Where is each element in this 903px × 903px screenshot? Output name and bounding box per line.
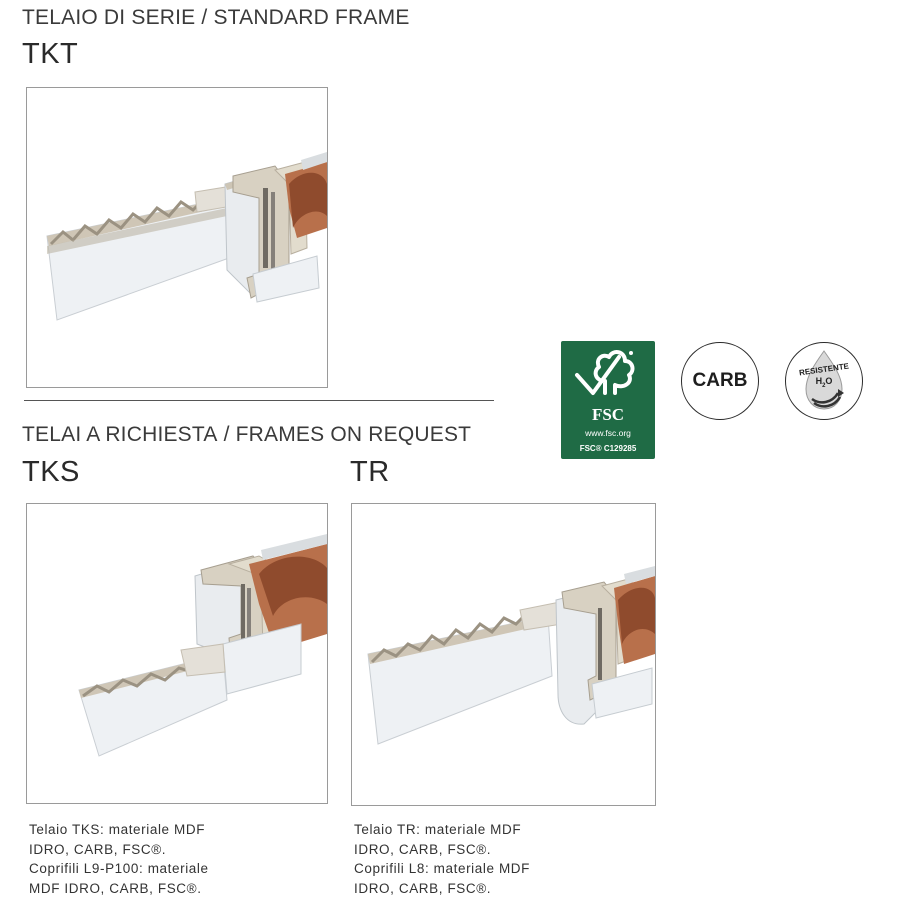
fsc-code: FSC® C129285	[579, 444, 637, 453]
fsc-label: FSC	[591, 405, 625, 424]
caption-line: MDF IDRO, CARB, FSC®.	[29, 880, 202, 896]
caption-line: IDRO, CARB, FSC®.	[354, 880, 492, 896]
carb-label: CARB	[692, 370, 748, 391]
tks-caption	[29, 820, 209, 898]
caption-line: IDRO, CARB, FSC®.	[29, 841, 167, 857]
standard-title-it: TELAIO DI SERIE	[22, 6, 196, 29]
tr-frame-image	[351, 503, 656, 806]
formula-o: O	[825, 376, 833, 386]
caption-line: Coprifili L9-P100: materiale	[29, 861, 209, 876]
water-label: RESISTENTE	[798, 361, 850, 378]
caption-line: Telaio TR: materiale MDF	[354, 822, 522, 837]
tks-frame-image	[26, 503, 328, 804]
tr-caption	[354, 820, 530, 898]
title-separator: /	[223, 423, 230, 446]
title-separator: /	[201, 6, 208, 29]
request-frames-heading	[22, 423, 471, 447]
tkt-code: TKT	[22, 38, 79, 70]
standard-frame-heading	[22, 6, 410, 30]
fsc-badge	[561, 341, 655, 459]
tks-code: TKS	[22, 456, 80, 488]
request-title-it: TELAI A RICHIESTA	[22, 423, 218, 446]
fsc-url: www.fsc.org	[585, 428, 631, 438]
fsc-tree-logo-icon	[561, 341, 655, 407]
formula-h: H	[815, 376, 823, 386]
formula-sub: 2	[822, 382, 826, 389]
water-resistant-badge	[785, 342, 863, 420]
caption-line: IDRO, CARB, FSC®.	[354, 841, 492, 857]
standard-title-en: STANDARD FRAME	[213, 6, 410, 29]
section-divider	[24, 400, 494, 401]
caption-line: Telaio TKS: materiale MDF	[29, 822, 206, 837]
caption-line: Coprifili L8: materiale MDF	[354, 861, 530, 876]
tr-code: TR	[350, 456, 390, 488]
tkt-frame-image	[26, 87, 328, 388]
carb-badge	[681, 342, 759, 420]
water-formula	[786, 376, 862, 389]
request-title-en: FRAMES ON REQUEST	[235, 423, 472, 446]
